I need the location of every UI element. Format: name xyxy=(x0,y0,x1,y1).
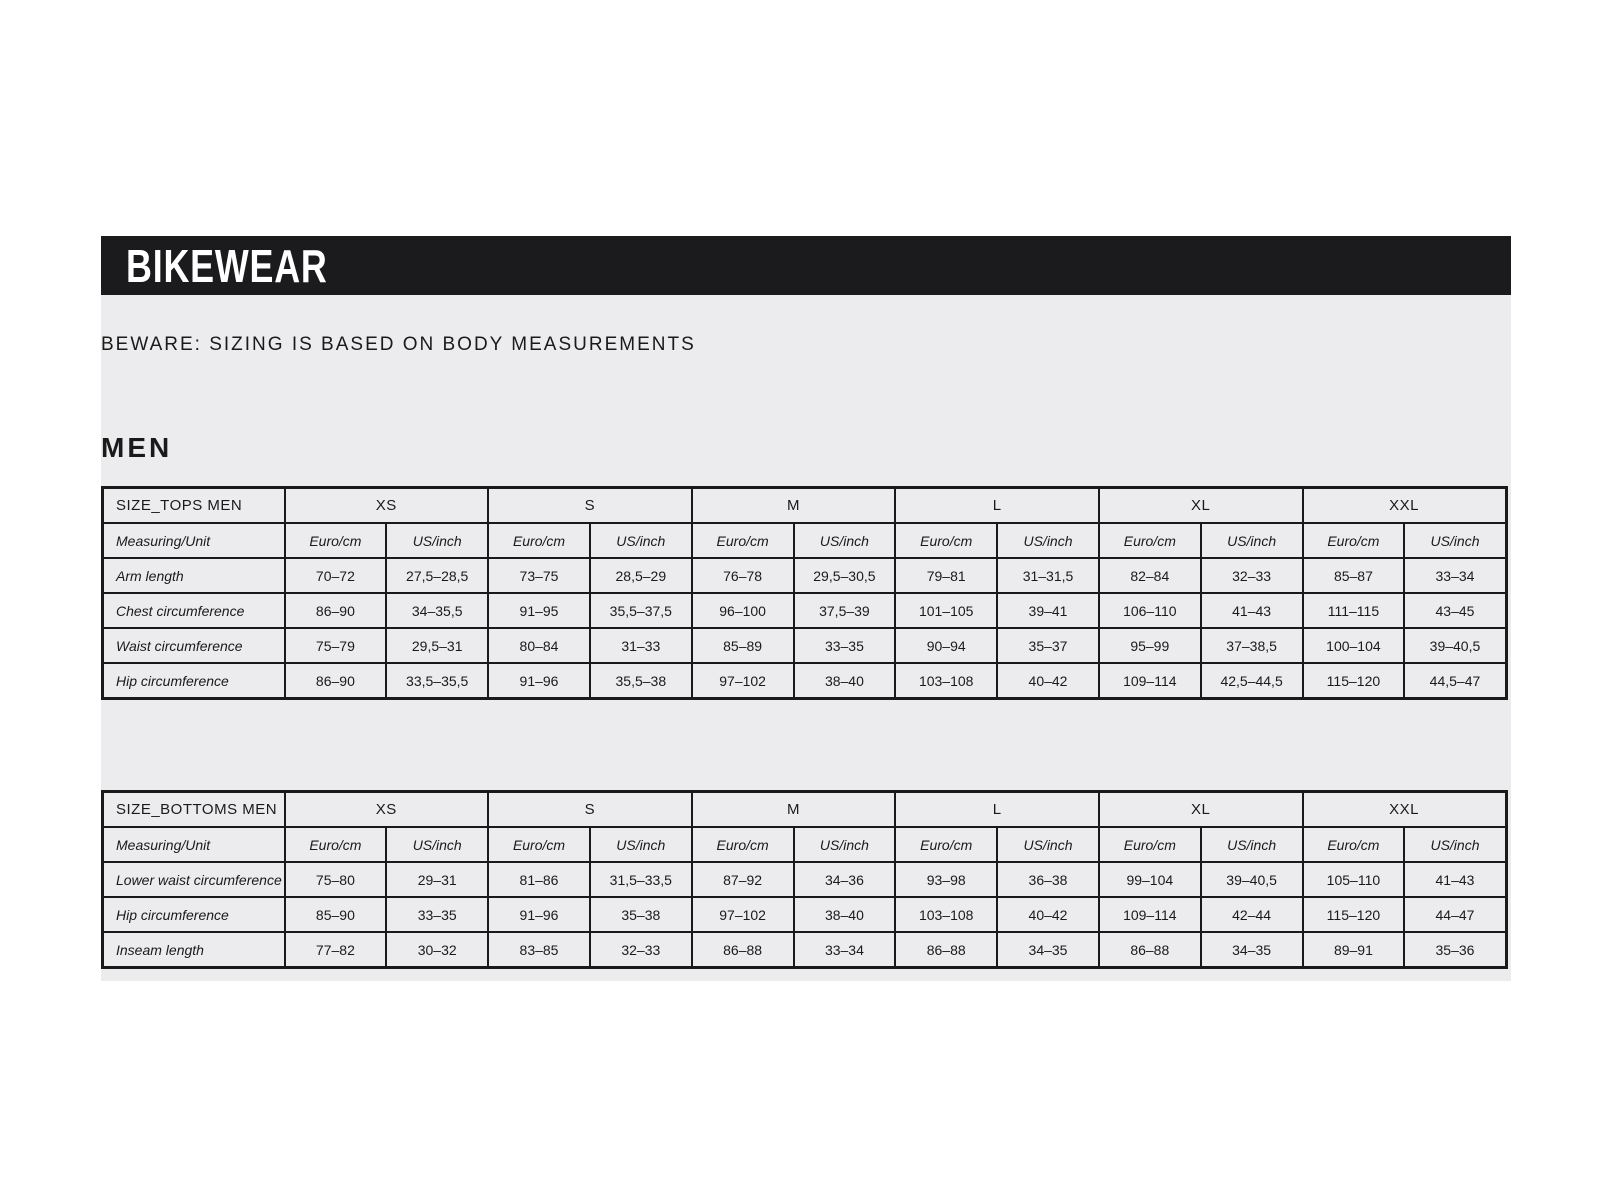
unit-cell-euro: Euro/cm xyxy=(692,523,794,558)
measurement-value: 29–31 xyxy=(386,862,488,897)
measurement-value: 32–33 xyxy=(590,932,692,968)
measurement-value: 93–98 xyxy=(895,862,997,897)
table-row xyxy=(103,862,1507,897)
measurement-value: 33,5–35,5 xyxy=(386,663,488,699)
measurement-value: 96–100 xyxy=(692,593,794,628)
unit-cell-euro: Euro/cm xyxy=(488,827,590,862)
unit-cell-us: US/inch xyxy=(386,827,488,862)
measurement-value: 75–79 xyxy=(285,628,387,663)
measurement-value: 33–34 xyxy=(1404,558,1506,593)
measurement-value: 38–40 xyxy=(794,897,896,932)
measurement-label: Hip circumference xyxy=(103,663,285,699)
measurement-value: 35,5–38 xyxy=(590,663,692,699)
unit-cell-euro: Euro/cm xyxy=(1099,523,1201,558)
measurement-value: 85–87 xyxy=(1303,558,1405,593)
measurement-value: 41–43 xyxy=(1404,862,1506,897)
measurement-value: 28,5–29 xyxy=(590,558,692,593)
measurement-value: 87–92 xyxy=(692,862,794,897)
measurement-value: 83–85 xyxy=(488,932,590,968)
unit-header-row xyxy=(103,827,1507,862)
measurement-label: Hip circumference xyxy=(103,897,285,932)
title-banner xyxy=(101,236,1511,295)
unit-cell-euro: Euro/cm xyxy=(895,523,997,558)
size-header-cell: XS xyxy=(285,792,489,828)
measurement-value: 35–37 xyxy=(997,628,1099,663)
measurement-value: 39–40,5 xyxy=(1201,862,1303,897)
measuring-unit-label: Measuring/Unit xyxy=(103,827,285,862)
measurement-value: 91–95 xyxy=(488,593,590,628)
measurement-value: 105–110 xyxy=(1303,862,1405,897)
table-row xyxy=(103,558,1507,593)
size-header-cell: XL xyxy=(1099,792,1303,828)
size-header-cell: M xyxy=(692,488,896,524)
page-title: BIKEWEAR xyxy=(126,240,328,292)
measurement-value: 70–72 xyxy=(285,558,387,593)
unit-cell-euro: Euro/cm xyxy=(692,827,794,862)
size-header-cell: L xyxy=(895,792,1099,828)
measurement-value: 43–45 xyxy=(1404,593,1506,628)
measurement-value: 97–102 xyxy=(692,663,794,699)
tops-size-table xyxy=(101,486,1508,700)
measurement-value: 109–114 xyxy=(1099,897,1201,932)
measurement-value: 91–96 xyxy=(488,897,590,932)
table-row xyxy=(103,663,1507,699)
measurement-value: 103–108 xyxy=(895,897,997,932)
size-chart-sheet xyxy=(101,236,1511,981)
measurement-value: 34–35,5 xyxy=(386,593,488,628)
unit-cell-us: US/inch xyxy=(1201,523,1303,558)
measurement-value: 38–40 xyxy=(794,663,896,699)
size-header-cell: XS xyxy=(285,488,489,524)
measurement-value: 42,5–44,5 xyxy=(1201,663,1303,699)
measurement-value: 33–35 xyxy=(794,628,896,663)
unit-cell-euro: Euro/cm xyxy=(1099,827,1201,862)
size-header-row xyxy=(103,488,1507,524)
size-header-row xyxy=(103,792,1507,828)
measurement-value: 75–80 xyxy=(285,862,387,897)
measurement-value: 101–105 xyxy=(895,593,997,628)
measurement-label: Arm length xyxy=(103,558,285,593)
table-caption: SIZE_BOTTOMS MEN xyxy=(103,792,285,828)
measurement-value: 39–40,5 xyxy=(1404,628,1506,663)
measurement-value: 36–38 xyxy=(997,862,1099,897)
unit-cell-euro: Euro/cm xyxy=(285,827,387,862)
unit-cell-us: US/inch xyxy=(794,523,896,558)
measurement-value: 42–44 xyxy=(1201,897,1303,932)
measurement-value: 34–36 xyxy=(794,862,896,897)
measurement-value: 85–90 xyxy=(285,897,387,932)
size-header-cell: L xyxy=(895,488,1099,524)
unit-cell-euro: Euro/cm xyxy=(285,523,387,558)
measurement-value: 44,5–47 xyxy=(1404,663,1506,699)
measurement-value: 99–104 xyxy=(1099,862,1201,897)
measurement-value: 29,5–30,5 xyxy=(794,558,896,593)
table-row xyxy=(103,593,1507,628)
measurement-value: 40–42 xyxy=(997,663,1099,699)
unit-cell-euro: Euro/cm xyxy=(895,827,997,862)
measurement-value: 81–86 xyxy=(488,862,590,897)
section-title-men: MEN xyxy=(101,432,173,463)
measurement-value: 35–36 xyxy=(1404,932,1506,968)
sizing-notice: BEWARE: SIZING IS BASED ON BODY MEASUREMENTS xyxy=(101,334,696,355)
measurement-value: 89–91 xyxy=(1303,932,1405,968)
measurement-value: 30–32 xyxy=(386,932,488,968)
size-header-cell: XXL xyxy=(1303,488,1507,524)
table-row xyxy=(103,932,1507,968)
measurement-value: 86–88 xyxy=(1099,932,1201,968)
table-row xyxy=(103,897,1507,932)
measuring-unit-label: Measuring/Unit xyxy=(103,523,285,558)
measurement-value: 100–104 xyxy=(1303,628,1405,663)
measurement-value: 90–94 xyxy=(895,628,997,663)
measurement-value: 86–88 xyxy=(895,932,997,968)
measurement-value: 44–47 xyxy=(1404,897,1506,932)
measurement-value: 33–35 xyxy=(386,897,488,932)
measurement-value: 82–84 xyxy=(1099,558,1201,593)
measurement-value: 34–35 xyxy=(997,932,1099,968)
measurement-value: 86–88 xyxy=(692,932,794,968)
unit-cell-us: US/inch xyxy=(590,827,692,862)
unit-cell-us: US/inch xyxy=(997,523,1099,558)
size-header-cell: M xyxy=(692,792,896,828)
measurement-value: 85–89 xyxy=(692,628,794,663)
measurement-value: 34–35 xyxy=(1201,932,1303,968)
unit-cell-us: US/inch xyxy=(794,827,896,862)
measurement-label: Inseam length xyxy=(103,932,285,968)
unit-cell-us: US/inch xyxy=(997,827,1099,862)
measurement-value: 86–90 xyxy=(285,593,387,628)
measurement-value: 109–114 xyxy=(1099,663,1201,699)
measurement-value: 91–96 xyxy=(488,663,590,699)
measurement-label: Chest circumference xyxy=(103,593,285,628)
size-header-cell: XXL xyxy=(1303,792,1507,828)
measurement-label: Waist circumference xyxy=(103,628,285,663)
measurement-value: 31–31,5 xyxy=(997,558,1099,593)
size-header-cell: XL xyxy=(1099,488,1303,524)
measurement-value: 37,5–39 xyxy=(794,593,896,628)
measurement-value: 31–33 xyxy=(590,628,692,663)
bottoms-size-table xyxy=(101,790,1508,969)
measurement-value: 103–108 xyxy=(895,663,997,699)
table-caption: SIZE_TOPS MEN xyxy=(103,488,285,524)
measurement-value: 111–115 xyxy=(1303,593,1405,628)
measurement-value: 79–81 xyxy=(895,558,997,593)
measurement-value: 31,5–33,5 xyxy=(590,862,692,897)
unit-cell-euro: Euro/cm xyxy=(1303,523,1405,558)
measurement-value: 29,5–31 xyxy=(386,628,488,663)
measurement-value: 33–34 xyxy=(794,932,896,968)
measurement-value: 86–90 xyxy=(285,663,387,699)
unit-cell-us: US/inch xyxy=(1404,827,1506,862)
measurement-value: 41–43 xyxy=(1201,593,1303,628)
unit-cell-us: US/inch xyxy=(1404,523,1506,558)
size-header-cell: S xyxy=(488,488,692,524)
unit-cell-us: US/inch xyxy=(590,523,692,558)
measurement-value: 73–75 xyxy=(488,558,590,593)
measurement-value: 27,5–28,5 xyxy=(386,558,488,593)
unit-cell-us: US/inch xyxy=(1201,827,1303,862)
measurement-value: 95–99 xyxy=(1099,628,1201,663)
measurement-value: 35–38 xyxy=(590,897,692,932)
unit-cell-euro: Euro/cm xyxy=(1303,827,1405,862)
unit-cell-us: US/inch xyxy=(386,523,488,558)
measurement-value: 115–120 xyxy=(1303,663,1405,699)
measurement-label: Lower waist circumference xyxy=(103,862,285,897)
measurement-value: 76–78 xyxy=(692,558,794,593)
measurement-value: 37–38,5 xyxy=(1201,628,1303,663)
measurement-value: 77–82 xyxy=(285,932,387,968)
unit-cell-euro: Euro/cm xyxy=(488,523,590,558)
size-header-cell: S xyxy=(488,792,692,828)
unit-header-row xyxy=(103,523,1507,558)
table-row xyxy=(103,628,1507,663)
measurement-value: 115–120 xyxy=(1303,897,1405,932)
measurement-value: 32–33 xyxy=(1201,558,1303,593)
measurement-value: 97–102 xyxy=(692,897,794,932)
measurement-value: 35,5–37,5 xyxy=(590,593,692,628)
measurement-value: 40–42 xyxy=(997,897,1099,932)
measurement-value: 39–41 xyxy=(997,593,1099,628)
measurement-value: 106–110 xyxy=(1099,593,1201,628)
measurement-value: 80–84 xyxy=(488,628,590,663)
